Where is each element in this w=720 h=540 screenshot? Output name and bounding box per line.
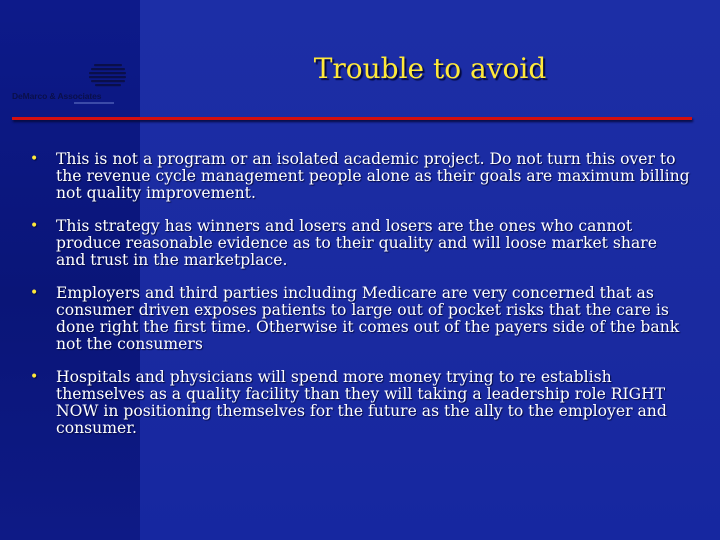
bullet-text: This strategy has winners and losers and losers are the ones who cannot produce reasonable evidence as to their quality and will loose market share and trust in the marketplace. bbox=[56, 217, 657, 269]
bullet-marker: • bbox=[30, 218, 39, 234]
bullet-marker: • bbox=[30, 285, 39, 301]
bullet-item bbox=[30, 218, 690, 269]
bullet-marker: • bbox=[30, 369, 39, 385]
bullet-item bbox=[30, 369, 690, 437]
slide-title: Trouble to avoid bbox=[313, 52, 547, 85]
bullet-item bbox=[30, 285, 690, 353]
bullet-list bbox=[30, 151, 690, 453]
title-divider bbox=[12, 117, 692, 120]
logo-underline bbox=[74, 102, 114, 104]
bullet-text: Employers and third parties including Medicare are very concerned that as consumer driven exposes patients to large out of pocket risks that the care is done right the first time. Otherwise it comes out of the payers side of the bank not the consumers bbox=[56, 284, 680, 353]
bullet-item bbox=[30, 151, 690, 202]
bullet-marker: • bbox=[30, 151, 39, 167]
bullet-text: Hospitals and physicians will spend more money trying to re establish themselves as a quality facility than they will taking a leadership role RIGHT NOW in positioning themselves for the future as the ally to the employer and consumer. bbox=[56, 368, 667, 437]
logo-mark-icon bbox=[88, 62, 128, 92]
bullet-text: This is not a program or an isolated academic project. Do not turn this over to the revenue cycle management people alone as their goals are maximum billing not quality improvement. bbox=[56, 150, 690, 202]
logo-text: DeMarco & Associates bbox=[12, 91, 102, 101]
company-logo bbox=[12, 62, 130, 108]
